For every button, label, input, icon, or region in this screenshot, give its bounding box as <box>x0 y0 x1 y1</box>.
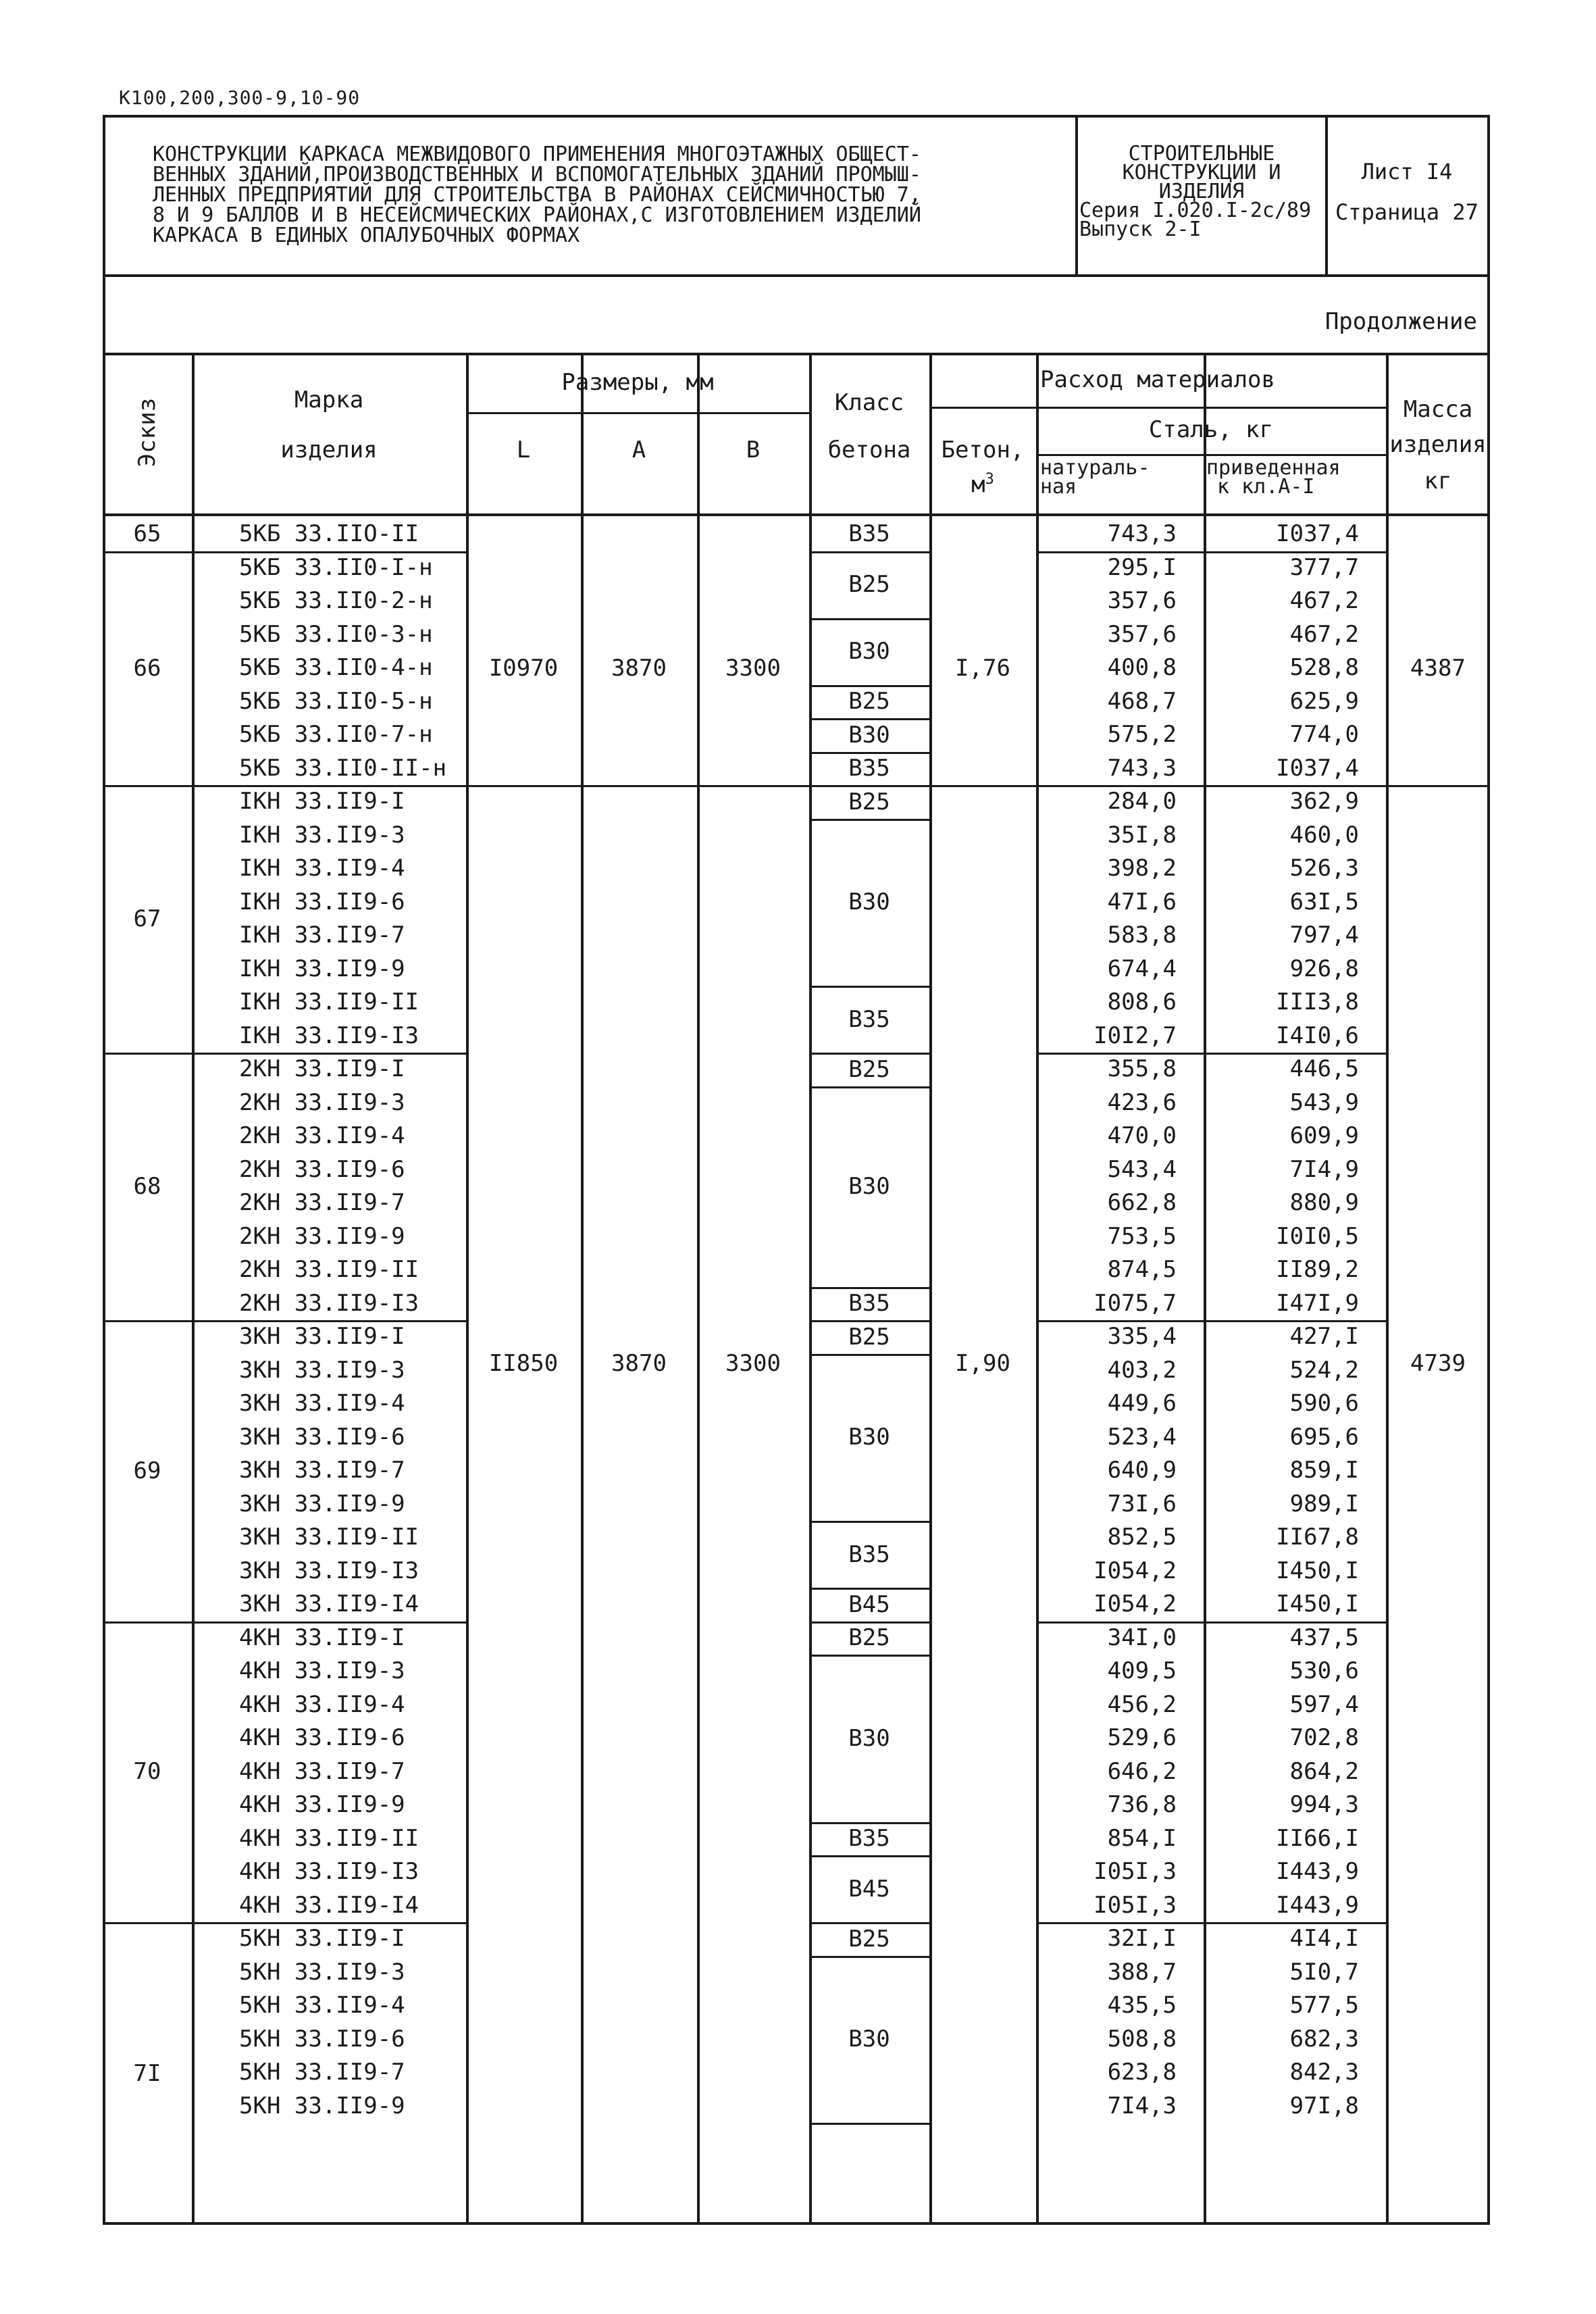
product-mark: 5КБ 33.II0-II-н <box>239 754 447 782</box>
steel-reduced: I037,4 <box>1276 754 1359 782</box>
product-mark: 2КН 33.II9-7 <box>239 1189 405 1216</box>
steel-natural: 874,5 <box>1107 1256 1177 1283</box>
steel-natural: I054,2 <box>1093 1590 1177 1617</box>
dimension-a: 3870 <box>611 654 667 682</box>
concrete-class: В30 <box>848 638 890 665</box>
steel-natural: 736,8 <box>1107 1791 1177 1818</box>
product-mark: 3КН 33.II9-I4 <box>239 1590 419 1617</box>
product-mark: 4КН 33.II9-I4 <box>239 1891 419 1919</box>
steel-natural: 7I4,3 <box>1107 2092 1177 2119</box>
header-bottom-rule <box>103 513 1490 516</box>
group-rule <box>103 1621 466 1624</box>
category-line: КОНСТРУКЦИИ И <box>1122 161 1281 184</box>
series-block <box>1079 142 1324 241</box>
header-class-sub: бетона <box>827 436 911 463</box>
steel-reduced: 695,6 <box>1289 1423 1359 1451</box>
product-mark: 5КБ 33.II0-7-н <box>239 721 433 748</box>
product-mark: 3КН 33.II9-9 <box>239 1490 405 1517</box>
group-rule <box>103 551 466 553</box>
concrete-class: В30 <box>848 2026 890 2053</box>
sketch-number: 67 <box>133 905 161 932</box>
steel-reduced: 543,9 <box>1289 1088 1359 1116</box>
steel-reduced: 625,9 <box>1289 687 1359 715</box>
header-reduced: приведенная <box>1206 456 1341 480</box>
dimension-l: I0970 <box>488 654 559 682</box>
concrete-class: В35 <box>848 755 890 782</box>
steel-reduced: 609,9 <box>1289 1122 1359 1149</box>
steel-reduced: 7I4,9 <box>1289 1155 1359 1183</box>
class-rule <box>809 1822 929 1824</box>
concrete-class: В30 <box>848 1173 890 1200</box>
column-rule <box>929 353 932 2225</box>
steel-reduced: I47I,9 <box>1276 1289 1359 1317</box>
steel-reduced: 842,3 <box>1289 2059 1359 2086</box>
steel-reduced: 702,8 <box>1289 1724 1359 1751</box>
group-rule <box>1036 1922 1386 1924</box>
page-number: Страница 27 <box>1335 199 1478 225</box>
product-mark: 5КБ 33.II0-3-н <box>239 620 433 648</box>
issue-label: Выпуск 2-I <box>1079 218 1202 241</box>
concrete-class: В25 <box>848 1925 890 1953</box>
steel-natural: 508,8 <box>1107 2025 1177 2053</box>
steel-natural: 583,8 <box>1107 922 1177 949</box>
steel-natural: 35I,8 <box>1107 821 1177 849</box>
dimension-b: 3300 <box>725 1350 781 1377</box>
steel-natural: 423,6 <box>1107 1088 1177 1116</box>
steel-natural: 523,4 <box>1107 1423 1177 1451</box>
concrete-class: В35 <box>848 1290 890 1317</box>
concrete-class: В30 <box>848 721 890 749</box>
product-mark: 3КН 33.II9-I3 <box>239 1557 419 1584</box>
steel-reduced: 427,I <box>1289 1323 1359 1350</box>
product-mark: 4КН 33.II9-6 <box>239 1724 405 1751</box>
product-mark: 4КН 33.II9-9 <box>239 1791 405 1818</box>
steel-reduced: I037,4 <box>1276 520 1359 547</box>
category-line: СТРОИТЕЛЬНЫЕ <box>1128 142 1275 166</box>
product-mark: IКН 33.II9-I3 <box>239 1022 419 1049</box>
header-dimensions: Размеры, мм <box>561 369 714 396</box>
title-line: ВЕННЫХ ЗДАНИЙ,ПРОИЗВОДСТВЕННЫХ И ВСПОМОГАТЕЛЬНЫХ ЗДАНИЙ ПРОМЫШ- <box>153 163 921 186</box>
sketch-number: 65 <box>133 520 161 547</box>
steel-natural: 543,4 <box>1107 1155 1177 1183</box>
steel-natural: 403,2 <box>1107 1356 1177 1384</box>
document-code: К100,200,300-9,10-90 <box>119 86 361 109</box>
steel-natural: 435,5 <box>1107 1992 1177 2019</box>
concrete-volume: I,90 <box>955 1350 1010 1377</box>
class-rule <box>809 1053 929 1055</box>
steel-reduced: 467,2 <box>1289 620 1359 648</box>
steel-natural: I05I,3 <box>1093 1858 1177 1885</box>
product-mark: 5КБ 33.II0-2-н <box>239 587 433 614</box>
product-mark: 5КН 33.II9-9 <box>239 2092 405 2119</box>
product-mark: IКН 33.II9-3 <box>239 821 405 849</box>
block-rule <box>1386 785 1490 787</box>
product-mark: IКН 33.II9-I <box>239 788 405 815</box>
header-steel: Сталь, кг <box>1148 416 1274 443</box>
steel-natural: 32I,I <box>1107 1925 1177 1952</box>
class-rule <box>809 1521 929 1523</box>
column-rule <box>466 353 469 2225</box>
concrete-class: В35 <box>848 1005 890 1033</box>
steel-reduced: 377,7 <box>1289 553 1359 581</box>
block-rule <box>466 785 809 787</box>
product-mark: 2КН 33.II9-I <box>239 1055 405 1082</box>
header-class: Класс <box>834 389 904 416</box>
steel-natural: I05I,3 <box>1093 1891 1177 1919</box>
class-rule <box>809 1922 929 1924</box>
sketch-number: 69 <box>133 1457 161 1484</box>
title-block <box>103 115 1490 277</box>
steel-reduced: 97I,8 <box>1289 2092 1359 2119</box>
steel-reduced: 530,6 <box>1289 1657 1359 1684</box>
class-rule <box>809 1855 929 1857</box>
header-dim-l: L <box>516 436 531 463</box>
steel-reduced: 682,3 <box>1289 2025 1359 2053</box>
steel-natural: 674,4 <box>1107 955 1177 982</box>
concrete-class: В45 <box>848 1590 890 1618</box>
steel-reduced: I450,I <box>1276 1590 1359 1617</box>
steel-reduced: 994,3 <box>1289 1791 1359 1818</box>
group-rule <box>1036 1053 1386 1055</box>
class-rule <box>809 685 929 687</box>
class-rule <box>809 819 929 821</box>
steel-reduced: 460,0 <box>1289 821 1359 849</box>
concrete-class: В35 <box>848 1825 890 1853</box>
header-dim-a: А <box>632 436 646 463</box>
header-mass-unit: кг <box>1424 468 1452 495</box>
unit-superscript: 3 <box>985 471 994 488</box>
title-line: 8 И 9 БАЛЛОВ И В НЕСЕЙСМИЧЕСКИХ РАЙОНАХ,С ИЗГОТОВЛЕНИЕМ ИЗДЕЛИЙ <box>153 203 921 227</box>
steel-natural: 388,7 <box>1107 1958 1177 1986</box>
concrete-class: В30 <box>848 1424 890 1451</box>
product-mark: 4КН 33.II9-II <box>239 1824 419 1852</box>
product-mark: 2КН 33.II9-3 <box>239 1088 405 1116</box>
steel-reduced: I0I0,5 <box>1276 1222 1359 1250</box>
group-rule <box>103 1053 466 1055</box>
product-mark: 4КН 33.II9-3 <box>239 1657 405 1684</box>
sketch-number: 7I <box>133 2060 161 2087</box>
product-mark: IКН 33.II9-9 <box>239 955 405 982</box>
product-mark: 2КН 33.II9-9 <box>239 1222 405 1250</box>
steel-reduced: 774,0 <box>1289 721 1359 748</box>
group-rule <box>1036 551 1386 553</box>
product-mark: 2КН 33.II9-4 <box>239 1122 405 1149</box>
steel-natural: I0I2,7 <box>1093 1022 1177 1049</box>
steel-natural: 808,6 <box>1107 988 1177 1015</box>
steel-reduced: 590,6 <box>1289 1390 1359 1417</box>
steel-natural: 575,2 <box>1107 721 1177 748</box>
steel-natural: 852,5 <box>1107 1524 1177 1551</box>
steel-natural: 456,2 <box>1107 1690 1177 1718</box>
steel-natural: 409,5 <box>1107 1657 1177 1684</box>
title-line: ЛЕННЫХ ПРЕДПРИЯТИЙ ДЛЯ СТРОИТЕЛЬСТВА В РАЙОНАХ СЕЙСМИЧНОСТЬЮ 7, <box>153 183 921 207</box>
header-sketch: Эскиз <box>134 397 161 468</box>
class-rule <box>809 785 929 787</box>
product-mass: 4739 <box>1410 1350 1466 1377</box>
title-line: КАРКАСА В ЕДИНЫХ ОПАЛУБОЧНЫХ ФОРМАХ <box>153 224 580 247</box>
concrete-class: В45 <box>848 1875 890 1903</box>
sheet-block <box>1329 151 1485 232</box>
steel-reduced: 4I4,I <box>1289 1925 1359 1952</box>
header-concrete-unit: $м^3$ <box>971 471 994 499</box>
steel-natural: 400,8 <box>1107 654 1177 681</box>
class-rule <box>809 1621 929 1624</box>
product-mark: 5КБ 33.II0-5-н <box>239 687 433 715</box>
steel-natural: 468,7 <box>1107 687 1177 715</box>
product-mark: IКН 33.II9-7 <box>239 922 405 949</box>
steel-natural: 646,2 <box>1107 1757 1177 1785</box>
header-top-rule <box>103 353 1490 355</box>
header-mass-sub: изделия <box>1389 431 1487 458</box>
steel-reduced: III3,8 <box>1276 988 1359 1015</box>
steel-natural: I054,2 <box>1093 1557 1177 1584</box>
steel-reduced: II67,8 <box>1276 1524 1359 1551</box>
sketch-number: 70 <box>133 1758 161 1786</box>
product-mark: IКН 33.II9-4 <box>239 855 405 882</box>
steel-reduced: 63I,5 <box>1289 888 1359 915</box>
steel-reduced: 577,5 <box>1289 1992 1359 2019</box>
steel-natural: 623,8 <box>1107 2059 1177 2086</box>
steel-reduced: 524,2 <box>1289 1356 1359 1384</box>
product-mark: 5КН 33.II9-I <box>239 1925 405 1952</box>
steel-natural: 449,6 <box>1107 1390 1177 1417</box>
group-rule <box>103 785 466 787</box>
product-mark: 4КН 33.II9-I3 <box>239 1858 419 1885</box>
title-line: КОНСТРУКЦИИ КАРКАСА МЕЖВИДОВОГО ПРИМЕНЕНИЯ МНОГОЭТАЖНЫХ ОБЩЕСТ- <box>153 143 921 166</box>
concrete-class: В25 <box>848 1055 890 1083</box>
document-title <box>153 145 1125 246</box>
steel-natural: I075,7 <box>1093 1289 1177 1317</box>
block-rule <box>929 785 1036 787</box>
concrete-class: В25 <box>848 1624 890 1652</box>
header-rule <box>929 407 1386 409</box>
steel-natural: 743,3 <box>1107 754 1177 782</box>
product-mark: 3КН 33.II9-I <box>239 1323 405 1350</box>
steel-reduced: 446,5 <box>1289 1055 1359 1082</box>
steel-reduced: 467,2 <box>1289 587 1359 614</box>
class-rule <box>809 2123 929 2125</box>
steel-natural: 398,2 <box>1107 855 1177 882</box>
product-mark: 3КН 33.II9-4 <box>239 1390 405 1417</box>
class-rule <box>809 718 929 720</box>
steel-natural: 47I,6 <box>1107 888 1177 915</box>
concrete-class: В25 <box>848 1323 890 1351</box>
dimension-b: 3300 <box>725 654 781 682</box>
steel-reduced: 859,I <box>1289 1457 1359 1484</box>
product-mark: 2КН 33.II9-6 <box>239 1155 405 1183</box>
product-mark: 3КН 33.II9-3 <box>239 1356 405 1384</box>
steel-natural: 357,6 <box>1107 620 1177 648</box>
header-mass: Масса <box>1403 396 1473 423</box>
steel-natural: 284,0 <box>1107 788 1177 815</box>
column-rule <box>192 353 195 2225</box>
class-rule <box>809 1086 929 1088</box>
series-label: Серия I.020.I-2с/89 <box>1079 199 1312 222</box>
divider <box>1075 118 1078 274</box>
column-rule <box>697 353 700 2225</box>
steel-reduced: 597,4 <box>1289 1690 1359 1718</box>
steel-reduced: 437,5 <box>1289 1624 1359 1651</box>
steel-natural: 743,3 <box>1107 520 1177 547</box>
steel-natural: 470,0 <box>1107 1122 1177 1149</box>
concrete-volume: I,76 <box>955 654 1010 682</box>
continuation-label: Продолжение <box>1324 308 1477 335</box>
product-mark: 5КБ 33.II0-I-н <box>239 553 433 581</box>
product-mass: 4387 <box>1410 654 1466 682</box>
class-rule <box>809 1320 929 1322</box>
concrete-class: В30 <box>848 1724 890 1752</box>
steel-natural: 355,8 <box>1107 1055 1177 1082</box>
product-mark: 5КН 33.II9-7 <box>239 2059 405 2086</box>
class-rule <box>809 551 929 553</box>
product-mark: 3КН 33.II9-II <box>239 1524 419 1551</box>
class-rule <box>809 1655 929 1657</box>
steel-reduced: 926,8 <box>1289 955 1359 982</box>
product-mark: 3КН 33.II9-6 <box>239 1423 405 1451</box>
group-rule <box>1036 1621 1386 1624</box>
concrete-class: В25 <box>848 571 890 598</box>
steel-natural: 640,9 <box>1107 1457 1177 1484</box>
column-rule <box>581 353 584 2225</box>
sheet-number: Лист I4 <box>1361 159 1453 184</box>
group-rule <box>103 1922 466 1924</box>
steel-reduced: 5I0,7 <box>1289 1958 1359 1986</box>
divider <box>1325 118 1328 274</box>
class-rule <box>809 1956 929 1958</box>
steel-natural: 854,I <box>1107 1824 1177 1852</box>
product-mark: 4КН 33.II9-I <box>239 1624 405 1651</box>
steel-reduced: 797,4 <box>1289 922 1359 949</box>
concrete-class: В35 <box>848 1540 890 1568</box>
column-rule <box>1386 353 1389 2225</box>
concrete-class: В35 <box>848 520 890 547</box>
dimension-a: 3870 <box>611 1350 667 1377</box>
steel-natural: 34I,0 <box>1107 1624 1177 1651</box>
product-mark: 5КН 33.II9-4 <box>239 1992 405 2019</box>
category-line: ИЗДЕЛИЯ <box>1158 180 1245 203</box>
product-mark: 2КН 33.II9-I3 <box>239 1289 419 1317</box>
class-rule <box>809 1588 929 1590</box>
header-dim-b: В <box>746 436 761 463</box>
steel-natural: 529,6 <box>1107 1724 1177 1751</box>
header-materials: Расход материалов <box>1040 366 1275 393</box>
steel-natural: 357,6 <box>1107 587 1177 614</box>
product-mark: 5КН 33.II9-6 <box>239 2025 405 2053</box>
sketch-number: 66 <box>133 654 161 682</box>
product-mark: 3КН 33.II9-7 <box>239 1457 405 1484</box>
steel-reduced: I443,9 <box>1276 1858 1359 1885</box>
steel-reduced: 864,2 <box>1289 1757 1359 1785</box>
product-mark: 2КН 33.II9-II <box>239 1256 419 1283</box>
steel-reduced: II89,2 <box>1276 1256 1359 1283</box>
product-mark: IКН 33.II9-6 <box>239 888 405 915</box>
steel-reduced: 528,8 <box>1289 654 1359 681</box>
class-rule <box>809 752 929 754</box>
class-rule <box>809 986 929 988</box>
product-mark: 4КН 33.II9-4 <box>239 1690 405 1718</box>
class-rule <box>809 1354 929 1356</box>
class-rule <box>809 1287 929 1289</box>
steel-reduced: I450,I <box>1276 1557 1359 1584</box>
product-mark: 4КН 33.II9-7 <box>239 1757 405 1785</box>
concrete-class: В25 <box>848 788 890 815</box>
product-mark: 5КН 33.II9-3 <box>239 1958 405 1986</box>
concrete-class: В30 <box>848 888 890 916</box>
steel-natural: 662,8 <box>1107 1189 1177 1216</box>
group-rule <box>103 1320 466 1322</box>
concrete-class: В25 <box>848 688 890 715</box>
sketch-number: 68 <box>133 1173 161 1200</box>
steel-reduced: I4I0,6 <box>1276 1022 1359 1049</box>
steel-natural: 295,I <box>1107 553 1177 581</box>
steel-reduced: 989,I <box>1289 1490 1359 1517</box>
steel-natural: 335,4 <box>1107 1323 1177 1350</box>
header-natural: натураль- <box>1040 456 1150 480</box>
steel-reduced: 362,9 <box>1289 788 1359 815</box>
dimension-l: II850 <box>488 1350 559 1377</box>
header-rule <box>466 412 809 414</box>
group-rule <box>1036 1320 1386 1322</box>
header-concrete: Бетон, <box>941 436 1025 463</box>
product-mark: 5КБ 33.IIО-II <box>239 520 419 547</box>
product-mark: IКН 33.II9-II <box>239 988 419 1015</box>
steel-reduced: 526,3 <box>1289 855 1359 882</box>
header-mark: Марка <box>294 386 364 413</box>
steel-natural: 73I,6 <box>1107 1490 1177 1517</box>
steel-reduced: 880,9 <box>1289 1189 1359 1216</box>
class-rule <box>809 618 929 620</box>
header-reduced-sub: к кл.А-I <box>1217 475 1315 499</box>
group-rule <box>1036 785 1386 787</box>
header-natural-sub: ная <box>1040 475 1077 499</box>
product-mark: 5КБ 33.II0-4-н <box>239 654 433 681</box>
steel-natural: 753,5 <box>1107 1222 1177 1250</box>
header-mark-sub: изделия <box>280 436 378 463</box>
steel-reduced: I443,9 <box>1276 1891 1359 1919</box>
steel-reduced: II66,I <box>1276 1824 1359 1852</box>
